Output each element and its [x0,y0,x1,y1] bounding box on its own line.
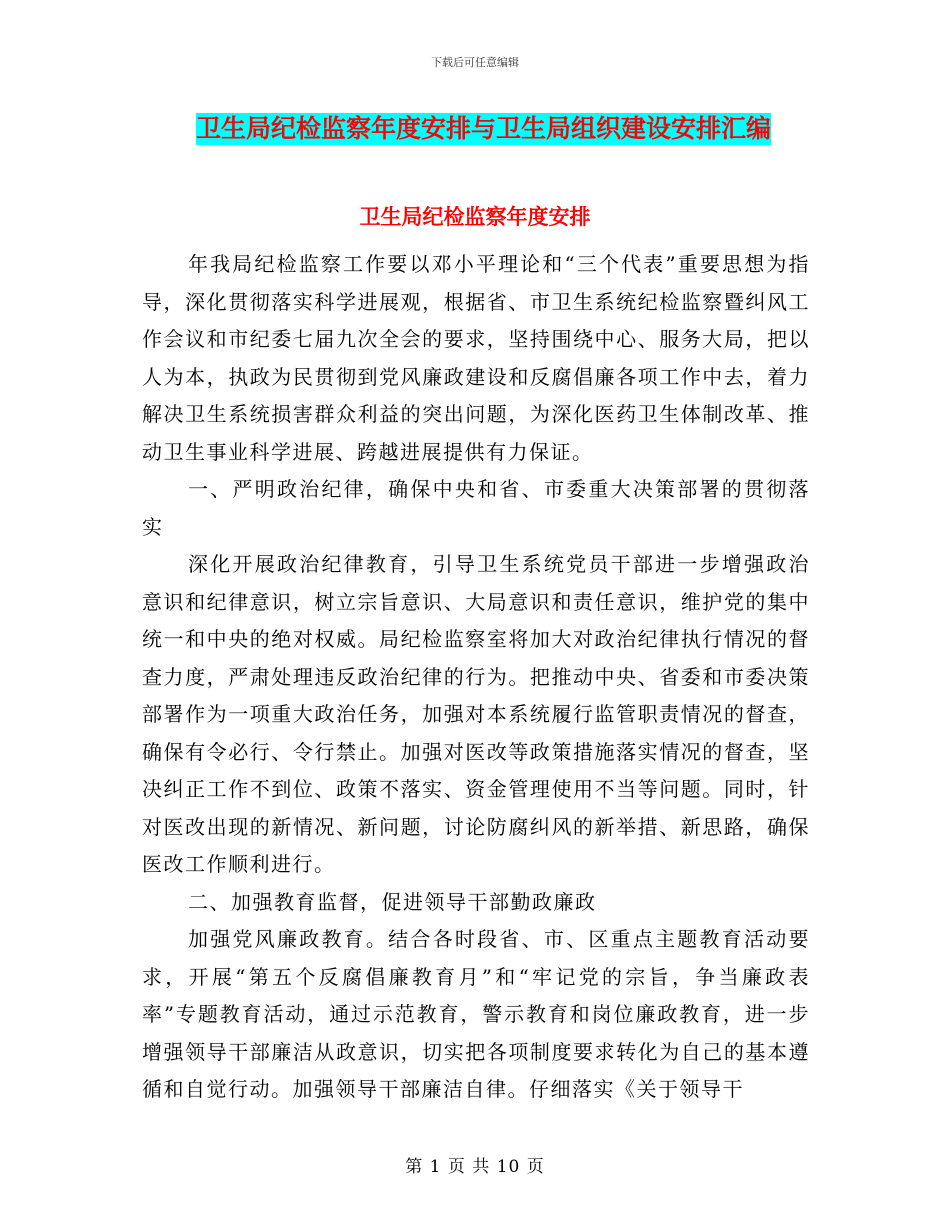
document-title-block [196,113,800,145]
page-footer: 第 1 页 共 10 页 [405,1157,545,1177]
document-title: 卫生局纪检监察年度安排与卫生局组织建设安排汇编 [196,114,772,143]
page-header-note: 下载后可任意编辑 [431,56,519,69]
section-title: 卫生局纪检监察年度安排 [359,205,591,229]
document-body [142,246,810,1109]
heading-two: 二、加强教育监督，促进领导干部勤政廉政 [188,889,597,914]
paragraph-intro: 年我局纪检监察工作要以邓小平理论和“三个代表”重要思想为指导，深化贯彻落实科学进展观，根据省、市卫生系统纪检监察暨纠风工作会议和市纪委七届九次全会的要求，坚持围绕中心、服务大局，把以人为本，执政为民贯彻到党风廉政建设和反腐倡廉各项工作中去，着力解决卫生系统损害群众利益的突出问题，为深化医药卫生体制改革、推动卫生事业科学进展、跨越进展提供有力保证。 [142,252,810,464]
paragraph-education-supervision: 加强党风廉政教育。结合各时段省、市、区重点主题教育活动要求，开展“第五个反腐倡廉教育月”和“牢记党的宗旨，争当廉政表率”专题教育活动，通过示范教育，警示教育和岗位廉政教育，进一步增强领导干部廉洁从政意识，切实把各项制度要求转化为自己的基本遵循和自觉行动。加强领导干部廉洁自律。仔细落实《关于领导干 [142,927,810,1101]
heading-one: 一、严明政治纪律，确保中央和省、市委重大决策部署的贯彻落实 [142,477,810,539]
paragraph-political-discipline: 深化开展政治纪律教育，引导卫生系统党员干部进一步增强政治意识和纪律意识，树立宗旨意识、大局意识和责任意识，维护党的集中统一和中央的绝对权威。局纪检监察室将加大对政治纪律执行情况的督查力度，严肃处理违反政治纪律的行为。把推动中央、省委和市委决策部署作为一项重大政治任务，加强对本系统履行监管职责情况的督查，确保有令必行、令行禁止。加强对医改等政策措施落实情况的督查，坚决纠正工作不到位、政策不落实、资金管理使用不当等问题。同时，针对医改出现的新情况、新问题，讨论防腐纠风的新举措、新思路，确保医改工作顺利进行。 [142,552,810,876]
